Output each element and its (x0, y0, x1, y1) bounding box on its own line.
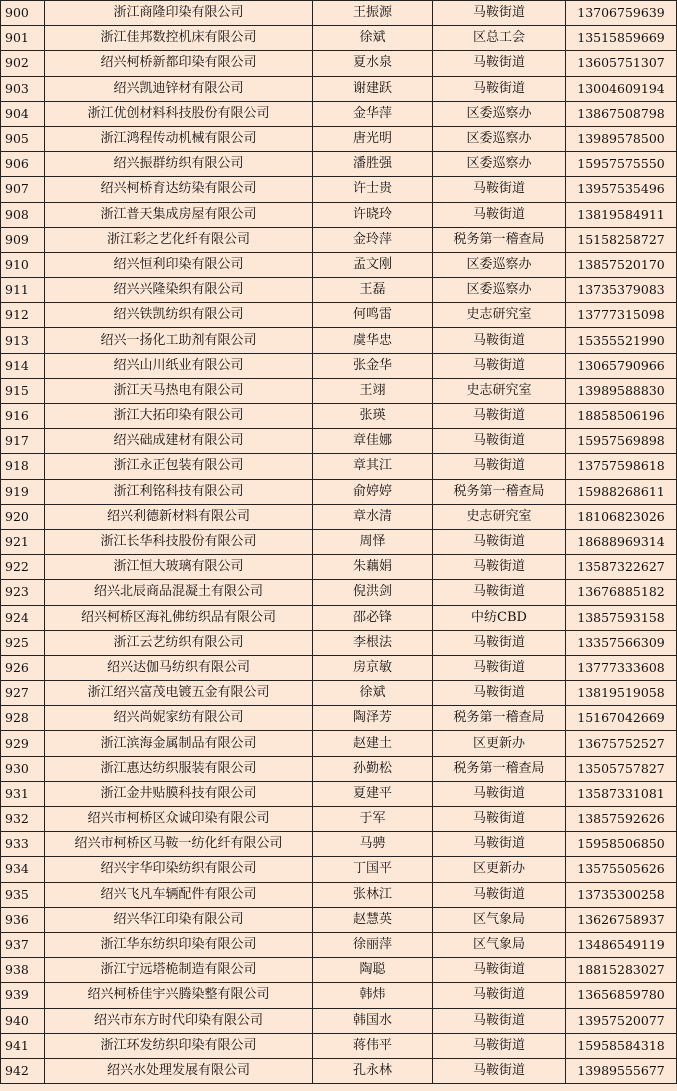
company-name: 浙江彩之艺化纤有限公司 (45, 227, 313, 252)
company-name: 绍兴市柯桥区马鞍一纺化纤有限公司 (45, 832, 313, 857)
contact-person: 王磊 (313, 278, 433, 303)
row-number: 938 (1, 958, 45, 983)
phone-number: 13957535496 (566, 177, 677, 202)
table-row (1, 1008, 677, 1033)
row-number: 928 (1, 706, 45, 731)
table-row (1, 504, 677, 529)
department: 马鞍街道 (433, 958, 566, 983)
table-row (1, 832, 677, 857)
phone-number: 13735300258 (566, 882, 677, 907)
company-name: 浙江华东纺织印染有限公司 (45, 932, 313, 957)
row-number: 936 (1, 907, 45, 932)
table-row (1, 807, 677, 832)
contact-person: 房京敏 (313, 655, 433, 680)
row-number: 934 (1, 857, 45, 882)
phone-number: 13605751307 (566, 51, 677, 76)
row-number: 900 (1, 1, 45, 26)
table-row (1, 655, 677, 680)
table-row (1, 353, 677, 378)
row-number: 906 (1, 152, 45, 177)
phone-number: 13515859669 (566, 26, 677, 51)
contact-person: 周怿 (313, 529, 433, 554)
table-row (1, 429, 677, 454)
department: 马鞍街道 (433, 807, 566, 832)
phone-number: 13004609194 (566, 76, 677, 101)
contact-person: 马骋 (313, 832, 433, 857)
table-row (1, 932, 677, 957)
company-name: 绍兴市柯桥区众诚印染有限公司 (45, 807, 313, 832)
company-name: 绍兴山川纸业有限公司 (45, 353, 313, 378)
row-number: 902 (1, 51, 45, 76)
table-row (1, 177, 677, 202)
table-row (1, 781, 677, 806)
table-row (1, 1058, 677, 1083)
table-row (1, 227, 677, 252)
department: 马鞍街道 (433, 655, 566, 680)
department: 马鞍街道 (433, 681, 566, 706)
row-number: 912 (1, 303, 45, 328)
contact-person: 许晓玲 (313, 202, 433, 227)
department: 马鞍街道 (433, 353, 566, 378)
phone-number: 15167042669 (566, 706, 677, 731)
department: 区委巡察办 (433, 252, 566, 277)
phone-number: 13486549119 (566, 932, 677, 957)
table-row (1, 479, 677, 504)
department: 区委巡察办 (433, 278, 566, 303)
row-number: 907 (1, 177, 45, 202)
department: 税务第一稽查局 (433, 479, 566, 504)
company-name: 浙江惠达纺织服装有限公司 (45, 756, 313, 781)
table-row (1, 1, 677, 26)
company-name: 绍兴柯桥区海礼佛纺织品有限公司 (45, 605, 313, 630)
department: 区委巡察办 (433, 152, 566, 177)
table-row (1, 681, 677, 706)
row-number: 915 (1, 378, 45, 403)
company-name: 浙江大拓印染有限公司 (45, 404, 313, 429)
table-row (1, 328, 677, 353)
company-name: 浙江环发纺织印染有限公司 (45, 1033, 313, 1058)
phone-number: 13626758937 (566, 907, 677, 932)
table-row (1, 580, 677, 605)
contact-person: 蒋伟平 (313, 1033, 433, 1058)
row-number: 919 (1, 479, 45, 504)
row-number: 918 (1, 454, 45, 479)
row-number: 939 (1, 983, 45, 1008)
department: 马鞍街道 (433, 983, 566, 1008)
row-number: 910 (1, 252, 45, 277)
phone-number: 13989588830 (566, 378, 677, 403)
phone-number: 13587322627 (566, 555, 677, 580)
contact-person: 金玲萍 (313, 227, 433, 252)
phone-number: 13819519058 (566, 681, 677, 706)
phone-number: 13957520077 (566, 1008, 677, 1033)
phone-number: 13857593158 (566, 605, 677, 630)
company-name: 浙江鸿程传动机械有限公司 (45, 126, 313, 151)
phone-number: 15958506850 (566, 832, 677, 857)
company-name: 绍兴一扬化工助剂有限公司 (45, 328, 313, 353)
company-name: 绍兴柯桥育达纺染有限公司 (45, 177, 313, 202)
table-row (1, 731, 677, 756)
department: 马鞍街道 (433, 404, 566, 429)
department: 区更新办 (433, 857, 566, 882)
phone-number: 15957575550 (566, 152, 677, 177)
row-number: 929 (1, 731, 45, 756)
contact-person: 于军 (313, 807, 433, 832)
table-row (1, 26, 677, 51)
phone-number: 13757598618 (566, 454, 677, 479)
table-body (1, 1, 677, 1084)
table-row (1, 303, 677, 328)
phone-number: 13706759639 (566, 1, 677, 26)
company-name: 绍兴铁凯纺织有限公司 (45, 303, 313, 328)
contact-person: 徐斌 (313, 26, 433, 51)
contact-person: 陶泽芳 (313, 706, 433, 731)
contact-person: 夏建平 (313, 781, 433, 806)
phone-number: 13065790966 (566, 353, 677, 378)
department: 马鞍街道 (433, 1, 566, 26)
company-name: 浙江云艺纺织有限公司 (45, 630, 313, 655)
contact-person: 倪洪剑 (313, 580, 433, 605)
row-number: 931 (1, 781, 45, 806)
table-row (1, 126, 677, 151)
department: 马鞍街道 (433, 580, 566, 605)
company-name: 绍兴飞凡车辆配件有限公司 (45, 882, 313, 907)
department: 马鞍街道 (433, 202, 566, 227)
row-number: 921 (1, 529, 45, 554)
contact-person: 韩国水 (313, 1008, 433, 1033)
table-row (1, 983, 677, 1008)
department: 史志研究室 (433, 303, 566, 328)
table-row (1, 907, 677, 932)
phone-number: 13675752527 (566, 731, 677, 756)
department: 马鞍街道 (433, 76, 566, 101)
contact-person: 虞华忠 (313, 328, 433, 353)
contact-person: 张林江 (313, 882, 433, 907)
row-number: 924 (1, 605, 45, 630)
table-row (1, 76, 677, 101)
company-name: 绍兴振群纺织有限公司 (45, 152, 313, 177)
table-row (1, 51, 677, 76)
contact-person: 孟文刚 (313, 252, 433, 277)
phone-number: 18815283027 (566, 958, 677, 983)
row-number: 911 (1, 278, 45, 303)
department: 马鞍街道 (433, 781, 566, 806)
phone-number: 13857592626 (566, 807, 677, 832)
contact-person: 赵建土 (313, 731, 433, 756)
phone-number: 18106823026 (566, 504, 677, 529)
row-number: 908 (1, 202, 45, 227)
department: 税务第一稽查局 (433, 227, 566, 252)
department: 史志研究室 (433, 378, 566, 403)
department: 马鞍街道 (433, 177, 566, 202)
phone-number: 13357566309 (566, 630, 677, 655)
department: 马鞍街道 (433, 630, 566, 655)
table-row (1, 605, 677, 630)
department: 马鞍街道 (433, 51, 566, 76)
department: 马鞍街道 (433, 328, 566, 353)
table-row (1, 152, 677, 177)
row-number: 942 (1, 1058, 45, 1083)
contact-person: 张瑛 (313, 404, 433, 429)
contact-person: 朱藕娟 (313, 555, 433, 580)
contact-person: 徐斌 (313, 681, 433, 706)
phone-number: 15988268611 (566, 479, 677, 504)
company-name: 浙江绍兴富茂电镀五金有限公司 (45, 681, 313, 706)
company-name: 绍兴水处理发展有限公司 (45, 1058, 313, 1083)
phone-number: 13587331081 (566, 781, 677, 806)
company-name: 浙江利铭科技有限公司 (45, 479, 313, 504)
row-number: 903 (1, 76, 45, 101)
contact-person: 陶聪 (313, 958, 433, 983)
contact-person: 章佳娜 (313, 429, 433, 454)
table-row (1, 857, 677, 882)
row-number: 933 (1, 832, 45, 857)
contact-person: 李根法 (313, 630, 433, 655)
company-name: 绍兴恒利印染有限公司 (45, 252, 313, 277)
contact-person: 张金华 (313, 353, 433, 378)
company-name: 绍兴柯桥新都印染有限公司 (45, 51, 313, 76)
company-name: 绍兴尚妮家纺有限公司 (45, 706, 313, 731)
department: 区气象局 (433, 907, 566, 932)
department: 马鞍街道 (433, 454, 566, 479)
contact-person: 章水清 (313, 504, 433, 529)
contact-person: 王振源 (313, 1, 433, 26)
company-name: 浙江金井贴膜科技有限公司 (45, 781, 313, 806)
company-name: 绍兴宇华印染纺织有限公司 (45, 857, 313, 882)
phone-number: 15957569898 (566, 429, 677, 454)
company-name: 绍兴凯迪锌材有限公司 (45, 76, 313, 101)
row-number: 923 (1, 580, 45, 605)
row-number: 935 (1, 882, 45, 907)
contact-person: 邵必锋 (313, 605, 433, 630)
phone-number: 13575505626 (566, 857, 677, 882)
contact-person: 金华萍 (313, 101, 433, 126)
company-name: 浙江恒大玻璃有限公司 (45, 555, 313, 580)
department: 区委巡察办 (433, 101, 566, 126)
department: 税务第一稽查局 (433, 756, 566, 781)
department: 马鞍街道 (433, 555, 566, 580)
phone-number: 13777315098 (566, 303, 677, 328)
phone-number: 13505757827 (566, 756, 677, 781)
row-number: 901 (1, 26, 45, 51)
phone-number: 13989578500 (566, 126, 677, 151)
company-name: 浙江永正包装有限公司 (45, 454, 313, 479)
contact-person: 孙勤松 (313, 756, 433, 781)
contact-person: 孔永林 (313, 1058, 433, 1083)
table-row (1, 378, 677, 403)
department: 马鞍街道 (433, 529, 566, 554)
phone-number: 13735379083 (566, 278, 677, 303)
contact-person: 何鸣雷 (313, 303, 433, 328)
table-row (1, 454, 677, 479)
department: 中纺CBD (433, 605, 566, 630)
company-name: 绍兴华江印染有限公司 (45, 907, 313, 932)
department: 史志研究室 (433, 504, 566, 529)
table-row (1, 706, 677, 731)
phone-number: 18858506196 (566, 404, 677, 429)
row-number: 922 (1, 555, 45, 580)
table-row (1, 958, 677, 983)
row-number: 913 (1, 328, 45, 353)
table-row (1, 630, 677, 655)
table-row (1, 1033, 677, 1058)
phone-number: 15158258727 (566, 227, 677, 252)
contact-person: 徐丽萍 (313, 932, 433, 957)
row-number: 932 (1, 807, 45, 832)
contact-person: 谢建跃 (313, 76, 433, 101)
department: 税务第一稽查局 (433, 706, 566, 731)
contact-person: 王翊 (313, 378, 433, 403)
company-name: 浙江滨海金属制品有限公司 (45, 731, 313, 756)
phone-number: 13857520170 (566, 252, 677, 277)
phone-number: 18688969314 (566, 529, 677, 554)
row-number: 926 (1, 655, 45, 680)
department: 马鞍街道 (433, 1033, 566, 1058)
row-number: 905 (1, 126, 45, 151)
phone-number: 13777333608 (566, 655, 677, 680)
company-name: 绍兴柯桥佳宇兴腾染整有限公司 (45, 983, 313, 1008)
contact-person: 丁国平 (313, 857, 433, 882)
row-number: 940 (1, 1008, 45, 1033)
company-name: 浙江天马热电有限公司 (45, 378, 313, 403)
table-row (1, 278, 677, 303)
contact-person: 许士贵 (313, 177, 433, 202)
table-row (1, 252, 677, 277)
row-number: 925 (1, 630, 45, 655)
row-number: 920 (1, 504, 45, 529)
department: 马鞍街道 (433, 882, 566, 907)
table-row (1, 555, 677, 580)
table-row (1, 404, 677, 429)
company-name: 绍兴础成建材有限公司 (45, 429, 313, 454)
phone-number: 13867508798 (566, 101, 677, 126)
department: 马鞍街道 (433, 832, 566, 857)
table-row (1, 882, 677, 907)
table-row (1, 202, 677, 227)
contact-person: 潘胜强 (313, 152, 433, 177)
company-name: 绍兴市东方时代印染有限公司 (45, 1008, 313, 1033)
contact-person: 唐光明 (313, 126, 433, 151)
company-name: 绍兴利德新材料有限公司 (45, 504, 313, 529)
table-row (1, 101, 677, 126)
company-name: 浙江长华科技股份有限公司 (45, 529, 313, 554)
contact-person: 韩炜 (313, 983, 433, 1008)
contact-person: 夏水泉 (313, 51, 433, 76)
company-name: 浙江佳邦数控机床有限公司 (45, 26, 313, 51)
table-row (1, 529, 677, 554)
company-name: 浙江宁远塔桅制造有限公司 (45, 958, 313, 983)
phone-number: 13656859780 (566, 983, 677, 1008)
phone-number: 13676885182 (566, 580, 677, 605)
department: 区总工会 (433, 26, 566, 51)
phone-number: 15958584318 (566, 1033, 677, 1058)
department: 区更新办 (433, 731, 566, 756)
phone-number: 13989555677 (566, 1058, 677, 1083)
phone-number: 15355521990 (566, 328, 677, 353)
row-number: 927 (1, 681, 45, 706)
row-number: 909 (1, 227, 45, 252)
department: 区委巡察办 (433, 126, 566, 151)
company-name: 绍兴达伽马纺织有限公司 (45, 655, 313, 680)
company-name: 绍兴兴隆染织有限公司 (45, 278, 313, 303)
department: 马鞍街道 (433, 1058, 566, 1083)
company-name: 浙江商隆印染有限公司 (45, 1, 313, 26)
row-number: 916 (1, 404, 45, 429)
contact-person: 赵慧英 (313, 907, 433, 932)
row-number: 917 (1, 429, 45, 454)
contact-person: 章其江 (313, 454, 433, 479)
row-number: 937 (1, 932, 45, 957)
department: 马鞍街道 (433, 1008, 566, 1033)
table-row (1, 756, 677, 781)
contact-person: 俞婷婷 (313, 479, 433, 504)
company-name: 浙江优创材料科技股份有限公司 (45, 101, 313, 126)
row-number: 914 (1, 353, 45, 378)
phone-number: 13819584911 (566, 202, 677, 227)
company-name: 浙江普天集成房屋有限公司 (45, 202, 313, 227)
company-name: 绍兴北辰商品混凝土有限公司 (45, 580, 313, 605)
department: 区气象局 (433, 932, 566, 957)
row-number: 941 (1, 1033, 45, 1058)
department: 马鞍街道 (433, 429, 566, 454)
row-number: 904 (1, 101, 45, 126)
row-number: 930 (1, 756, 45, 781)
